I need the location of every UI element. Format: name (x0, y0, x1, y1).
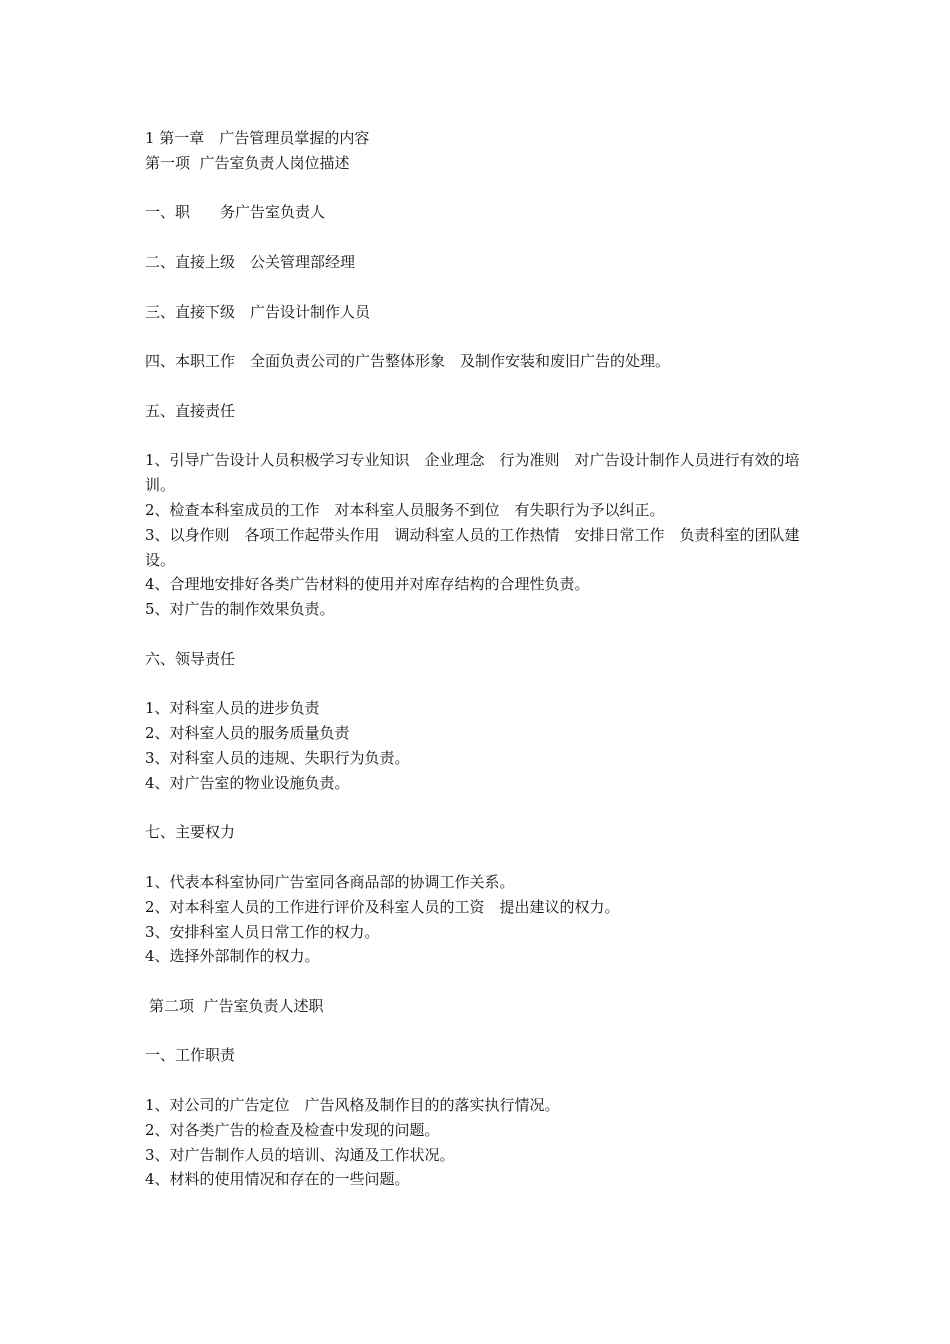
spacer (145, 969, 815, 994)
item-duty: 四、本职工作 全面负责公司的广告整体形象 及制作安装和废旧广告的处理。 (145, 352, 671, 371)
work-duties-heading: 一、工作职责 (145, 1046, 236, 1065)
list-item: 4、选择外部制作的权力。 (145, 947, 320, 966)
spacer (145, 424, 815, 449)
list-item: 4、材料的使用情况和存在的一些问题。 (145, 1170, 410, 1189)
leadership-responsibility-heading: 六、领导责任 (145, 649, 236, 668)
list-item: 1、对公司的广告定位 广告风格及制作目的的落实执行情况。 (145, 1096, 560, 1115)
list-item: 2、检查本科室成员的工作 对本科室人员服务不到位 有失职行为予以纠正。 (145, 500, 665, 519)
spacer (145, 176, 815, 201)
list-item: 3、对科室人员的违规、失职行为负责。 (145, 748, 410, 767)
chapter-title: 1 第一章 广告管理员掌握的内容 (145, 129, 370, 147)
list-item: 4、合理地安排好各类广告材料的使用并对库存结构的合理性负责。 (145, 575, 590, 594)
list-item: 1、代表本科室协同广告室同各商品部的协调工作关系。 (145, 872, 515, 891)
list-item: 3、以身作则 各项工作起带头作用 调动科室人员的工作热情 安排日常工作 负责科室的团队建设。 (145, 525, 800, 569)
spacer (145, 225, 815, 250)
list-item: 3、对广告制作人员的培训、沟通及工作状况。 (145, 1145, 455, 1164)
direct-responsibility-heading: 五、直接责任 (145, 401, 236, 420)
section-title: 第一项 广告室负责人岗位描述 (145, 153, 350, 172)
list-item: 5、对广告的制作效果负责。 (145, 600, 335, 619)
item-subordinate: 三、直接下级 广告设计制作人员 (145, 302, 371, 321)
spacer (145, 672, 815, 697)
list-item: 1、引导广告设计人员积极学习专业知识 企业理念 行为准则 对广告设计制作人员进行有效的培训。 (145, 451, 800, 495)
spacer (145, 845, 815, 870)
spacer (145, 1019, 815, 1044)
list-item: 4、对广告室的物业设施负责。 (145, 773, 350, 792)
document-body (145, 126, 815, 1192)
item-position: 一、职 务广告室负责人 (145, 203, 326, 222)
spacer (145, 374, 815, 399)
list-item: 2、对本科室人员的工作进行评价及科室人员的工资 提出建议的权力。 (145, 897, 620, 916)
spacer (145, 622, 815, 647)
list-item: 1、对科室人员的进步负责 (145, 699, 320, 718)
main-powers-heading: 七、主要权力 (145, 823, 236, 842)
spacer (145, 1068, 815, 1093)
list-item: 2、对科室人员的服务质量负责 (145, 724, 350, 743)
spacer (145, 275, 815, 300)
section-title: 第二项 广告室负责人述职 (149, 996, 324, 1015)
item-superior: 二、直接上级 公关管理部经理 (145, 252, 356, 271)
spacer (145, 324, 815, 349)
list-item: 2、对各类广告的检查及检查中发现的问题。 (145, 1120, 440, 1139)
spacer (145, 796, 815, 821)
list-item: 3、安排科室人员日常工作的权力。 (145, 922, 380, 941)
